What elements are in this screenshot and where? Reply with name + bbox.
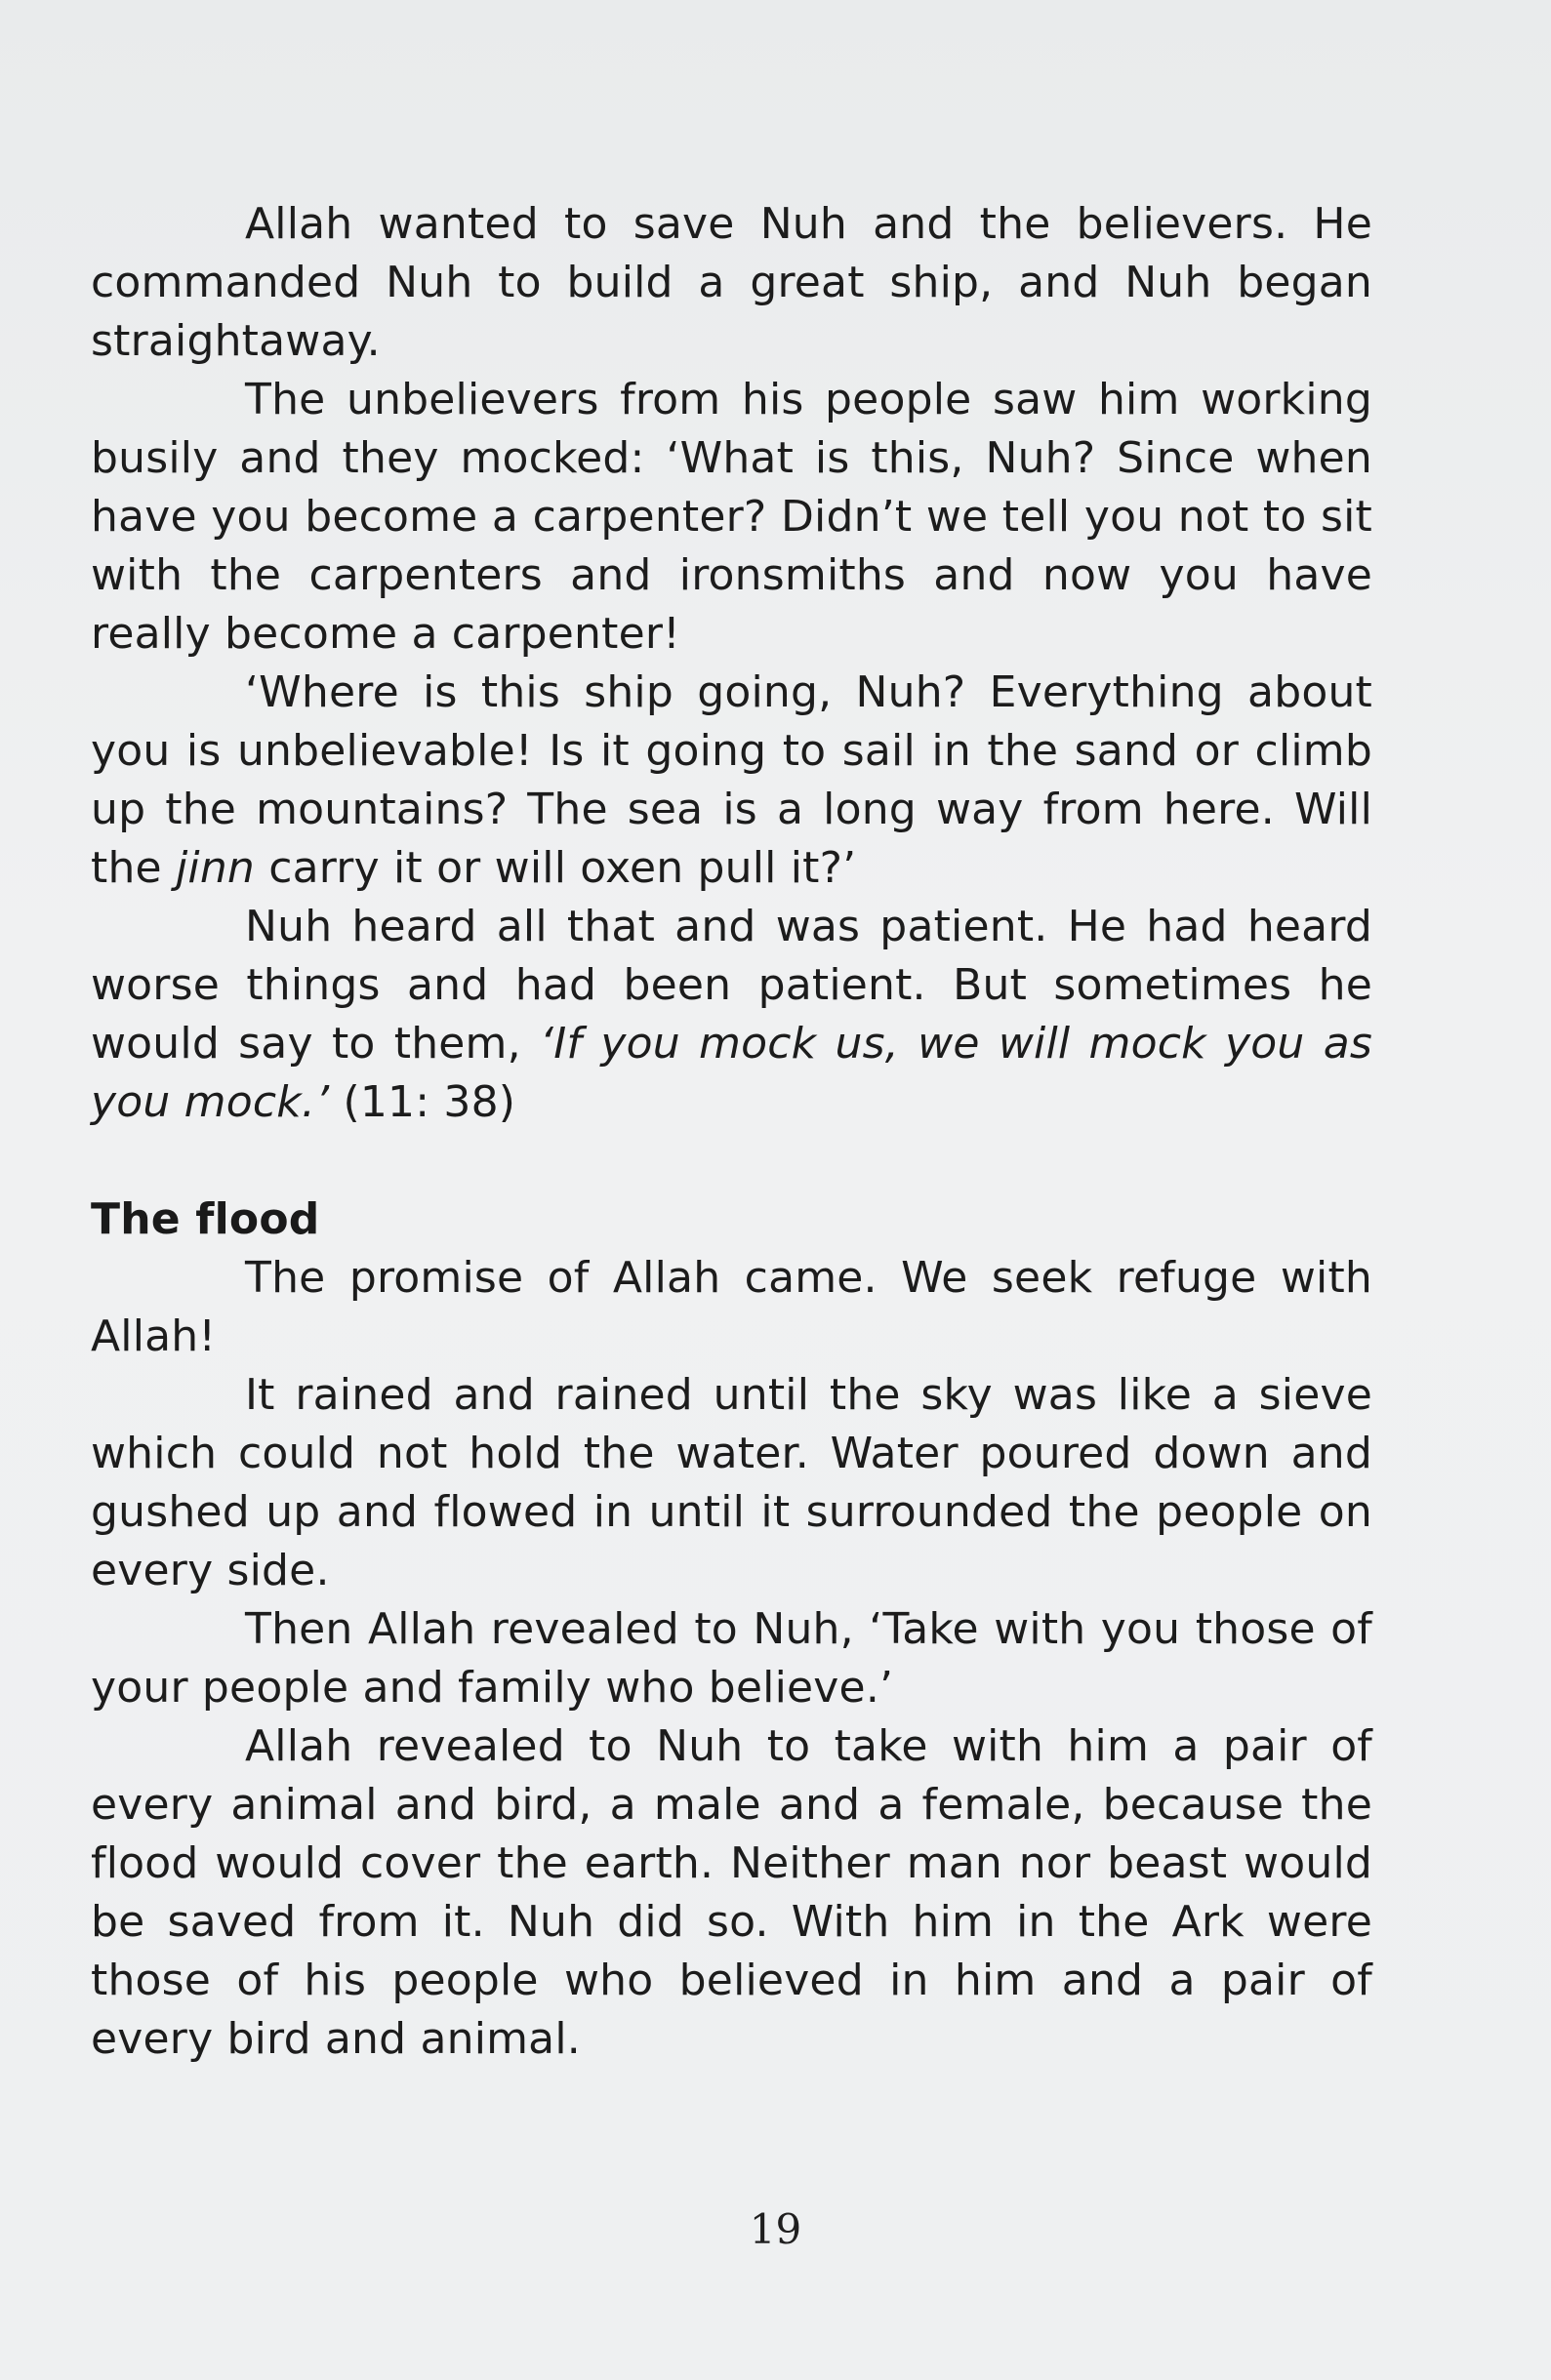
paragraph-text: Nuh heard all that and was patient. He had heard worse things and had been patient. But sometimes he would say to them, <box>91 902 1372 1069</box>
section-heading: The flood <box>91 1194 320 1244</box>
paragraph-text: carry it or will oxen pull it?’ <box>255 843 857 893</box>
page-number: 19 <box>749 2205 802 2253</box>
paragraph-take-with-you: Then Allah revealed to Nuh, ‘Take with you those of your people and family who believe.’ <box>91 1604 1372 1713</box>
body-text <box>91 195 1372 2069</box>
paragraph-save-nuh: Allah wanted to save Nuh and the believers. He commanded Nuh to build a great ship, and Nuh began straightaway. <box>91 199 1372 366</box>
quran-quote: ‘If you mock us, we will mock you as you mock.’ <box>91 1019 1372 1127</box>
paragraph-rain: It rained and rained until the sky was like a sieve which could not hold the water. Water poured down and gushed up and flowed in until it surrounded the people on every side. <box>91 1370 1372 1595</box>
section-gap <box>91 1132 1372 1190</box>
paragraph-pair-of-animals: Allah revealed to Nuh to take with him a pair of every animal and bird, a male and a female, because the flood would cover the earth. Neither man nor beast would be saved from it. Nuh did so. With him in the Ark were those of his people who believed in him and a pair of every bird and animal. <box>91 1721 1372 2064</box>
paragraph-promise: The promise of Allah came. We seek refuge with Allah! <box>91 1253 1372 1361</box>
paragraph-text: ‘Where is this ship going, Nuh? Everything about you is unbelievable! Is it going to sail in the sand or climb up the mountains? The sea is a long way from here. Will the <box>91 667 1372 893</box>
paragraph-nuh-patient <box>91 898 1372 1132</box>
paragraph-where-ship-going <box>91 664 1372 898</box>
verse-reference: (11: 38) <box>329 1077 516 1127</box>
paragraph-unbelievers-mock: The unbelievers from his people saw him working busily and they mocked: ‘What is this, Nuh? Since when have you become a carpenter? Didn’t we tell you not to sit with the carpenters and ironsmiths and now you have really become a carpenter! <box>91 375 1372 659</box>
italic-word: jinn <box>176 843 256 893</box>
